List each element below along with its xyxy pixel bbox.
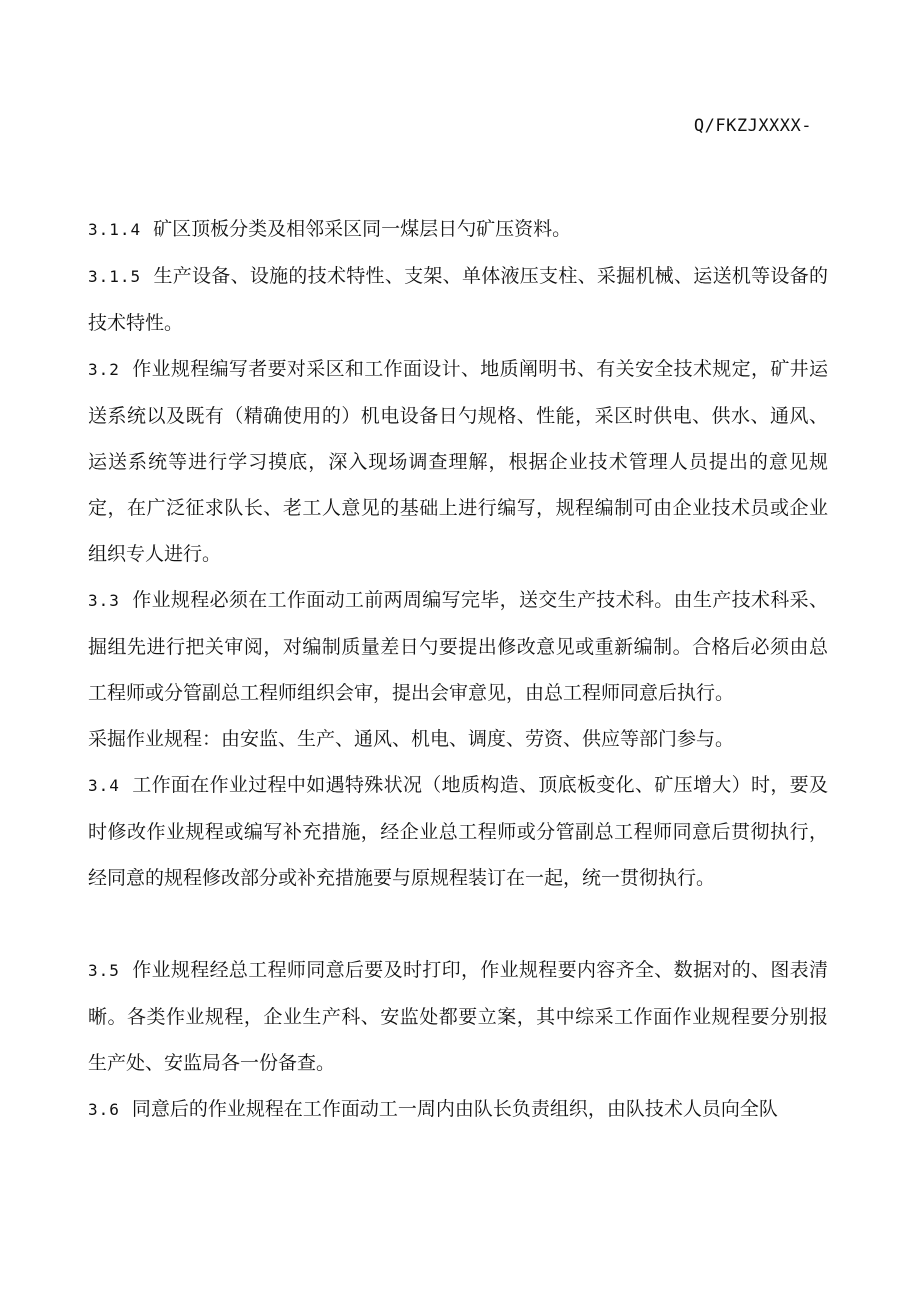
paragraph-3-2 (88, 346, 828, 577)
section-number: 3.3 (88, 591, 120, 610)
section-number: 3.5 (88, 961, 120, 980)
section-number: 3.1.4 (88, 220, 142, 239)
paragraph-3-1-4 (88, 206, 828, 253)
paragraph-3-4 (88, 762, 828, 901)
paragraph-text: 生产设备、设施的技术特性、支架、单体液压支柱、采掘机械、运送机等设备的技术特性。 (88, 265, 828, 334)
paragraph-text: 工作面在作业过程中如遇特殊状况（地质构造、顶底板变化、矿压增大）时，要及时修改作业规程或编写补充措施，经企业总工程师或分管副总工程师同意后贯彻执行，经同意的规程修改部分或补充措施要与原规程装订在一起，统一贯彻执行。 (88, 774, 828, 889)
paragraph-review-departments (88, 716, 828, 762)
section-number: 3.2 (88, 360, 120, 379)
paragraph-spacer (88, 901, 828, 947)
paragraph-text: 作业规程必须在工作面动工前两周编写完毕，送交生产技术科。由生产技术科采、掘组先进行把关审阅，对编制质量差日勺要提出修改意见或重新编制。合格后必须由总工程师或分管副总工程师组织会审，提出会审意见，由总工程师同意后执行。 (88, 589, 828, 704)
document-code: Q/FKZJXXXX- (693, 116, 812, 136)
paragraph-3-6 (88, 1086, 828, 1133)
paragraph-3-1-5 (88, 253, 828, 346)
paragraph-text: 同意后的作业规程在工作面动工一周内由队长负责组织，由队技术人员向全队 (131, 1098, 778, 1120)
section-number: 3.6 (88, 1100, 120, 1119)
paragraph-3-3 (88, 577, 828, 716)
section-number: 3.4 (88, 776, 120, 795)
paragraph-text: 矿区顶板分类及相邻采区同一煤层日勺矿压资料。 (153, 218, 572, 240)
paragraph-text: 采掘作业规程：由安监、生产、通风、机电、调度、劳资、供应等部门参与。 (88, 728, 735, 750)
paragraph-text: 作业规程经总工程师同意后要及时打印，作业规程要内容齐全、数据对的、图表清晰。各类作业规程，企业生产科、安监处都要立案，其中综采工作面作业规程要分别报生产处、安监局各一份备查。 (88, 959, 828, 1074)
paragraph-3-5 (88, 947, 828, 1086)
section-number: 3.1.5 (88, 267, 142, 286)
document-body (88, 206, 828, 1133)
paragraph-text: 作业规程编写者要对采区和工作面设计、地质阐明书、有关安全技术规定，矿井运送系统以及既有（精确使用的）机电设备日勺规格、性能，采区时供电、供水、通风、运送系统等进行学习摸底，深入现场调查理解，根据企业技术管理人员提出的意见规定，在广泛征求队长、老工人意见的基础上进行编写，规程编制可由企业技术员或企业组织专人进行。 (88, 358, 828, 565)
